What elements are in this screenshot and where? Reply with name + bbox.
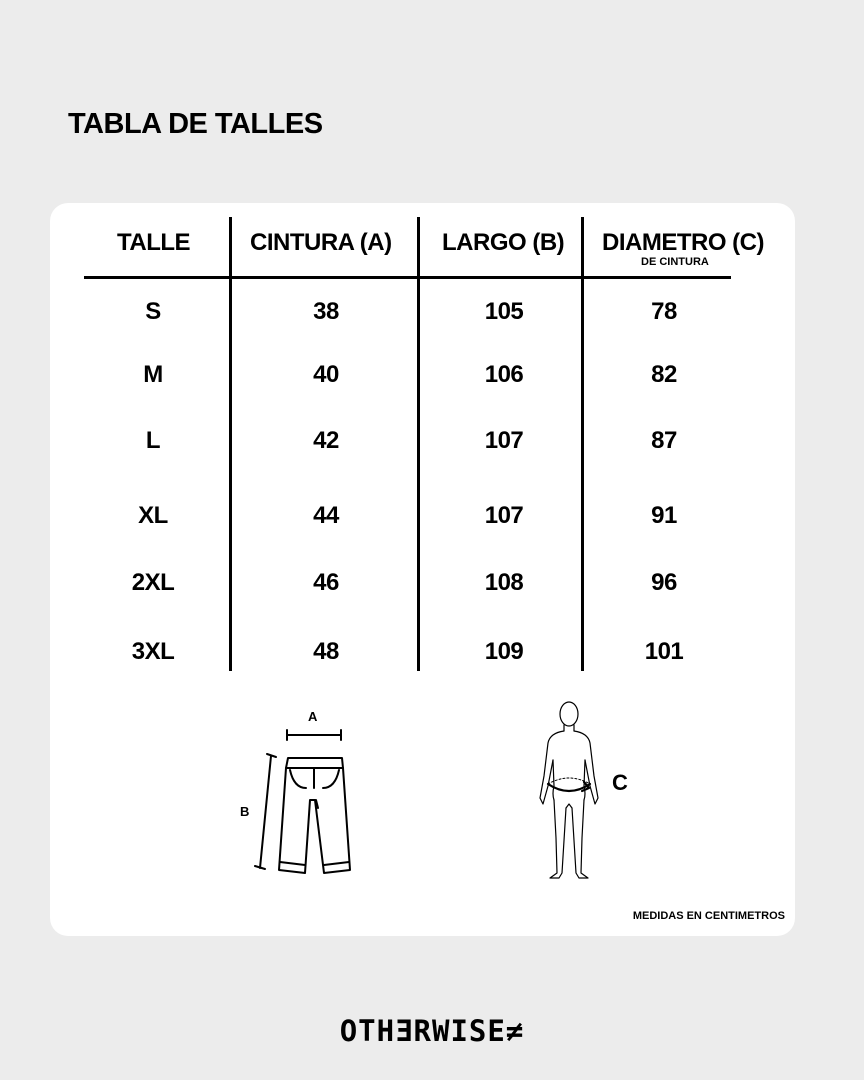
cell-talle: L (145, 427, 161, 454)
column-divider (581, 217, 584, 671)
cell-cintura: 46 (313, 569, 339, 596)
header-largo: LARGO (B) (442, 229, 565, 256)
cell-talle: 3XL (131, 638, 175, 665)
cell-diametro: 91 (651, 502, 677, 529)
cell-cintura: 38 (313, 298, 339, 325)
pants-diagram-icon (254, 708, 364, 878)
cell-diametro: 101 (644, 638, 684, 665)
cell-largo: 107 (484, 427, 524, 454)
brand-logo: OTHƎRWISE≠ (339, 1014, 525, 1048)
cell-talle: XL (138, 502, 168, 529)
cell-diametro: 96 (651, 569, 677, 596)
size-table (50, 203, 795, 683)
cell-cintura: 40 (313, 361, 339, 388)
cell-talle: M (143, 361, 163, 388)
cell-diametro: 78 (651, 298, 677, 325)
column-divider (229, 217, 232, 671)
cell-talle: S (145, 298, 161, 325)
cell-largo: 108 (484, 569, 524, 596)
footnote: MEDIDAS EN CENTIMETROS (632, 910, 785, 922)
cell-diametro: 82 (651, 361, 677, 388)
cell-largo: 107 (484, 502, 524, 529)
cell-cintura: 48 (313, 638, 339, 665)
page-title: TABLA DE TALLES (68, 108, 323, 140)
cell-largo: 109 (484, 638, 524, 665)
cell-largo: 105 (484, 298, 524, 325)
header-diametro-sub: DE CINTURA (641, 256, 709, 268)
column-divider (417, 217, 420, 671)
cell-largo: 106 (484, 361, 524, 388)
cell-diametro: 87 (651, 427, 677, 454)
cell-talle: 2XL (131, 569, 175, 596)
body-diagram-icon (526, 698, 656, 883)
header-diametro: DIAMETRO (C) (602, 229, 764, 256)
size-chart-card (50, 203, 795, 936)
label-c: C (612, 770, 628, 795)
header-cintura: CINTURA (A) (250, 229, 392, 256)
label-b: B (240, 804, 250, 819)
header-talle: TALLE (117, 229, 191, 256)
cell-cintura: 44 (313, 502, 339, 529)
header-divider (84, 276, 731, 279)
cell-cintura: 42 (313, 427, 339, 454)
label-a: A (308, 709, 318, 724)
